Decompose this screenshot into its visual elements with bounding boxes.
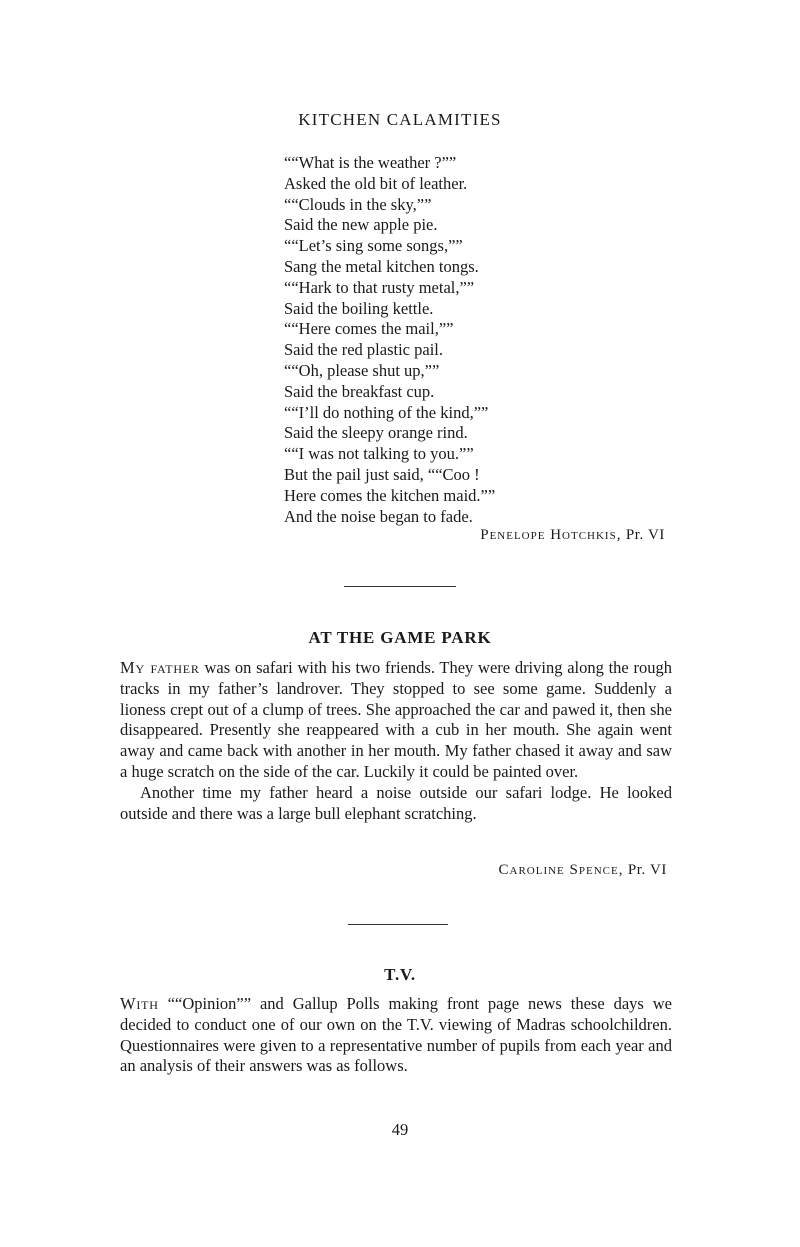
- story-title: AT THE GAME PARK: [308, 628, 492, 647]
- poem-line: Asked the old bit of leather.: [284, 173, 468, 193]
- poem-line: ““Hark to that rusty metal,””: [284, 277, 475, 297]
- poem-title: KITCHEN CALAMITIES: [298, 110, 502, 129]
- author-name: Penelope Hotchkis,: [480, 527, 622, 543]
- poem-line: Said the red plastic pail.: [284, 340, 443, 360]
- page-number: 49: [391, 1120, 409, 1139]
- story-paragraph: Another time my father heard a noise outside our safari lodge. He looked outside and there was a large bull elephant scratching.: [120, 782, 672, 823]
- poem-line: Said the sleepy orange rind.: [284, 423, 468, 443]
- story-body: [120, 658, 672, 824]
- poem-line: Sang the metal kitchen tongs.: [284, 256, 479, 276]
- author-form: Pr. VI: [627, 862, 667, 878]
- poem-line: Said the boiling kettle.: [284, 298, 434, 318]
- article-body: [120, 994, 672, 1077]
- article-lead: With: [120, 994, 159, 1013]
- poem-line: ““I was not talking to you.””: [284, 444, 474, 464]
- poem-line: Said the new apple pie.: [284, 215, 438, 235]
- poem-line: ““I’ll do nothing of the kind,””: [284, 402, 489, 422]
- section-divider: [344, 586, 456, 587]
- poem-line: And the noise began to fade.: [284, 506, 473, 526]
- poem-line: ““Here comes the mail,””: [284, 319, 454, 339]
- poem-line: ““Oh, please shut up,””: [284, 360, 440, 380]
- poem-line: ““Let’s sing some songs,””: [284, 236, 463, 256]
- poem-body: [284, 153, 644, 527]
- story-lead: My father: [120, 658, 200, 677]
- story-text: was on safari with his two friends. They were driving along the rough tracks in my father’s landrover. They stopped to see some game. Suddenly a lioness crept out of a clump of trees. She approached the car and pawed it, then she disappeared. Presently she reappeared with a cub in her mouth. She again went away and came back with another in her mouth. My father chased it away and saw a huge scratch on the side of the car. Luckily it could be painted over.: [120, 658, 672, 781]
- author-name: Caroline Spence,: [498, 862, 624, 878]
- poem-line: But the pail just said, ““Coo !: [284, 464, 480, 484]
- article-text: ““Opinion”” and Gallup Polls making front page news these days we decided to conduct one of our own on the T.V. viewing of Madras schoolchildren. Questionnaires were given to a representative number of pupils from each year and an analysis of their answers was as follows.: [120, 994, 672, 1076]
- story-byline: [499, 862, 668, 879]
- poem-byline: [480, 527, 665, 544]
- poem-line: ““What is the weather ?””: [284, 153, 457, 172]
- author-form: Pr. VI: [625, 527, 665, 543]
- poem-line: ““Clouds in the sky,””: [284, 194, 432, 214]
- story-paragraph: [120, 658, 672, 783]
- poem-line: Here comes the kitchen maid.””: [284, 485, 496, 505]
- article-paragraph: [120, 994, 672, 1077]
- section-divider: [348, 924, 448, 925]
- poem-line: Said the breakfast cup.: [284, 381, 435, 401]
- article-title: T.V.: [384, 965, 416, 984]
